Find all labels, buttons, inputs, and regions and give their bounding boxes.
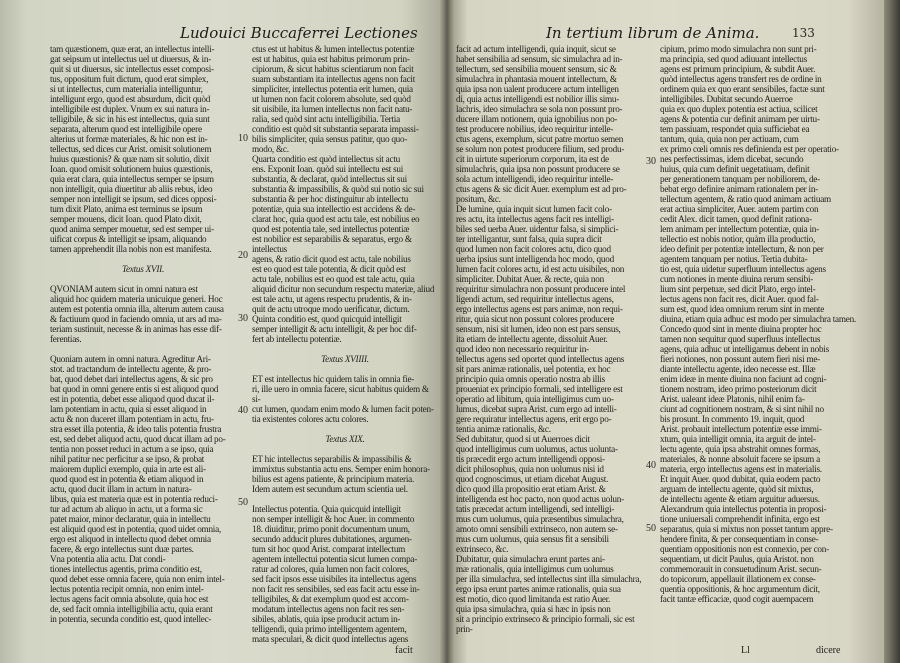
text-line: substantia & per hoc distinguitur ab intellectu: [252, 194, 409, 204]
text-line: tellectio est nobis notior, quàm illa productio,: [660, 234, 816, 244]
text-line: nihil patitur nec perficitur a se ipso, & probat: [50, 454, 205, 464]
text-line: est nobilior est separabilis & separatus, ergo & intellectus: [252, 234, 412, 254]
text-line: extrinseco, &c.: [456, 544, 509, 554]
text-line: amoto omni sensibili extrinseco, non autem se-: [456, 524, 618, 534]
text-line: quia ex quo duplex potentia est actiua, scilicet: [660, 104, 818, 114]
text-line: materiales, & nonne absoluit facere se ipsum a: [660, 454, 820, 464]
text-line: cipium, primo modo simulachra non sunt pri-: [660, 44, 817, 54]
text-line: [252, 344, 438, 354]
text-line: tis præcedit ergo actum intelligendi opposi-: [456, 454, 605, 464]
text-line: sit uisibile, ita lumen intellectus non facit natu-: [252, 104, 413, 114]
text-line: suam substantiam ita intellectus agens non facit: [252, 74, 416, 84]
text-line: Quoniam autem in omni natura. Agreditur Ari-: [50, 354, 211, 364]
text-line: ma principia, sed quod adiuuant intellectus: [660, 54, 807, 64]
text-line: tamen non sequitur quod superfluus intellectus: [660, 334, 821, 344]
text-line: quit de actu utroque modo uerificatur, dictum.: [252, 304, 410, 314]
text-line: fieri notiones, non possunt autem fieri nisi me-: [660, 354, 820, 364]
text-line: quod anima semper mouetur, sed est semper ui-: [50, 224, 214, 234]
text-line: secundo adducit plures dubitationes, argumen-: [252, 534, 412, 544]
text-line: quia ipsa non ualent producere actum intelligen: [456, 84, 619, 94]
right-page: [446, 0, 884, 663]
text-line: tum sit hoc quod Arist. comparat intellectum: [252, 544, 406, 554]
text-line: lachris, ideo simulachra se sola non possunt pro-: [456, 104, 623, 114]
text-line: quentia oppositionis, & hoc argumentum dicit,: [660, 584, 820, 594]
text-line: sequentiam, ut dicit Paulus, quia Aristot. non: [660, 554, 814, 564]
text-line: tione uniuersali comprehendit infinita, ergo est: [660, 514, 820, 524]
text-line: quòd intellectus agens transfert res de ordine in: [660, 74, 822, 84]
text-line: ex primo cœli omnis res definienda est per operatio-: [660, 144, 839, 154]
text-line: maiorem duplici exemplo, quia in arte est ali-: [50, 464, 206, 474]
signature-mark: Ll: [741, 645, 750, 656]
text-line: est aliquid quod est in potentia, quod uidet omnia,: [50, 524, 221, 534]
page-edge: [884, 0, 900, 663]
left-page: [0, 0, 446, 663]
text-column-left: [456, 44, 644, 634]
text-line: mus cum uolumus, quia sensus fit a sensibili: [456, 534, 609, 544]
text-line: sit a principio extrinseco & principio formali, sic est prin-: [456, 614, 635, 634]
text-line: ralia, sed quòd sint actu intelligibilia. Tertia: [252, 114, 400, 124]
text-line: stra esset illa potentia, & ideo talis potentia frustra: [50, 424, 222, 434]
text-line: cut lumen, quodam enim modo & lumen facit poten-: [252, 404, 434, 414]
text-line: intelligibile est duplex. Vnum ex sui natura in-: [50, 104, 210, 114]
text-line: agens, & ratio dicit quod est actu, tale nobilius: [252, 254, 411, 264]
text-line: lium sint perpetuæ, sed dicit Plato, ergo intel-: [660, 284, 816, 294]
running-head: In tertium librum de Anima.: [546, 24, 760, 42]
text-line: intelligunt ergo, quod est absurdum, dicit quòd: [50, 94, 211, 104]
text-line: modo, &c.: [252, 144, 289, 154]
text-line: [252, 444, 438, 454]
text-line: mæ rationalis, quia intelligimus cum uolumus: [456, 564, 614, 574]
text-line: res actu, ita intellectus agens facit res intelligi-: [456, 214, 614, 224]
text-line: modatum intellectus agens non facit res sen-: [252, 604, 405, 614]
text-line: quod ideo non necessario requiritur in-: [456, 344, 589, 354]
text-line: Idem autem est secundum actum scientia uel.: [252, 484, 408, 494]
book-spine: [440, 0, 454, 663]
text-line: enim ideæ in mente diuina non faciunt ad cogni-: [660, 374, 827, 384]
text-line: tionem nostram, ideo primo posteriorum dicit: [660, 384, 817, 394]
line-number: 50: [238, 497, 248, 508]
text-line: nes perfectissimas, idem dicebat, secundo: [660, 154, 804, 164]
line-number: 40: [238, 405, 248, 416]
text-line: quod intelligimus cum uolumus, actus uolunta-: [456, 444, 618, 454]
text-line: substantia, & declarat, quòd intellectus sit sui: [252, 174, 407, 184]
section-heading: Textus XVIIII.: [321, 354, 369, 364]
text-line: non facit res sensibiles, sed eas facit actu esse in-: [252, 584, 420, 594]
line-number: 30: [646, 156, 656, 167]
text-line: Arist. probauit intellectum potentiæ esse immi-: [660, 424, 822, 434]
text-line: facit tantæ efficaciæ, quod cogit auempacem: [660, 594, 814, 604]
text-line: separatus, quia si mixtus non posset tantum appre-: [660, 524, 833, 534]
text-line: agentem intellectui potentia sicut lumen compa-: [252, 554, 418, 564]
text-line: simulachris, quia ipsa non possunt producere se: [456, 164, 620, 174]
text-line: actu, quod ducit illam in actum in natura-: [50, 484, 192, 494]
text-line: immixtus substantia actu ens. Semper enim honora-: [252, 464, 430, 474]
text-line: gere requiratur intellectus agens, erit ergo po-: [456, 414, 612, 424]
text-line: tatis præcedat actum intelligendi, sed intelligi-: [456, 504, 615, 514]
text-line: uerba ipsius sunt intelligenda hoc modo, quod: [456, 254, 614, 264]
text-line: sit pars animæ rationalis, uel potentia, ex hoc: [456, 364, 611, 374]
text-line: Dubitatur, quia simulachra erunt partes ani-: [456, 554, 605, 564]
text-line: est, sed debet aliquod actu, quod ducat illam ad po-: [50, 434, 226, 444]
text-line: tum dixit Plato, anima est terminus se ipsum: [50, 204, 203, 214]
text-line: Arist. ualeant ideæ Platonis, nihil enim fa-: [660, 394, 805, 404]
text-line: bilis simpliciter, quia sensus patitur, quo quo-: [252, 134, 408, 144]
text-line: mus cum uolumus, quia præsentibus simulachra,: [456, 514, 624, 524]
text-line: ritur, quia sicut non possunt colores producere: [456, 314, 615, 324]
text-line: simulachra in phantasia mouent intellectum, &: [456, 74, 617, 84]
text-line: tiones intellectus agentis, prima conditio est,: [50, 564, 202, 574]
text-line: tamen apprehendit illa nobis non est manifesta.: [50, 244, 212, 254]
text-line: simpliciter. Dubitat Auer. & recte, quia non: [456, 274, 604, 284]
text-line: simpliciter, intellectus potentia erit lumen, quia: [252, 84, 413, 94]
text-line: commemorauit in consuetudinum Arist. secun-: [660, 564, 822, 574]
text-column-right: [252, 44, 438, 644]
text-line: si ut intellectus, cum materialia intelliguntur,: [50, 84, 203, 94]
text-line: Ioan. quod omisit solutionem huius quæstionis,: [50, 164, 213, 174]
text-line: arguam de intellectu agente, quòd sit mixtus,: [660, 484, 814, 494]
text-line: semper intelligit & actu intelligit, & per hoc dif-: [252, 324, 417, 334]
text-line: in potentia, secunda conditio est, quod intellec-: [50, 614, 212, 624]
text-line: teriam sustinuit, necesse & in animas has esse dif-: [50, 324, 222, 334]
text-line: ergo intellectus agens est pars animæ, non requi-: [456, 304, 623, 314]
text-line: proueniat ex principio formali, sed intelligere est: [456, 384, 623, 394]
text-line: clarat hoc, quia quod est actu tale, est nobilius eo: [252, 214, 420, 224]
line-number: 50: [646, 523, 656, 534]
line-number: 20: [238, 250, 248, 261]
text-line: gat seipsum ut intellectus uel ut diuersus, & in-: [50, 54, 212, 64]
text-line: semper mouens, dicit Ioan. quod Plato dixit,: [50, 214, 202, 224]
text-line: Intellectus potentia. Quia quicquid intelligit: [252, 504, 401, 514]
text-line: ergo est aliquod in intellectu quod debet omnia: [50, 534, 211, 544]
text-line: fert ab intellectu potentiæ.: [252, 334, 342, 344]
text-line: bat, quod debet dari intellectus agens, & sic pro: [50, 374, 213, 384]
text-line: lumen facit colores actu, id est actu uisibiles, non: [456, 264, 625, 274]
line-number: 40: [646, 460, 656, 471]
text-line: bis prosunt. In commento 19. inquit, quod: [660, 414, 805, 424]
text-column-left: [50, 44, 236, 624]
text-line: ter intelligantur, sunt falsa, quia supra dicit: [456, 234, 602, 244]
text-line: ens. Exponit Ioan. quòd sui intellectu est sui: [252, 164, 404, 174]
text-line: habet sensibilia ad sensum, sic simulachra ad in-: [456, 54, 623, 64]
text-line: [252, 364, 438, 374]
text-line: quod debet esse omnia facere, quia non enim intel-: [50, 574, 225, 584]
section-heading: Textus XIX.: [325, 434, 365, 444]
text-line: ferentias.: [50, 334, 82, 344]
text-line: QVONIAM autem sicut in omni natura est: [50, 284, 198, 294]
text-line: tia existentes colores actu colores.: [252, 414, 369, 424]
text-line: non intelligit, quia diuertitur ab aliis rebus, ideo: [50, 184, 213, 194]
text-line: tentia non posset reduci in actum a se ipso, quia: [50, 444, 214, 454]
text-line: ergo ipsa erunt partes animæ rationalis, quia sua: [456, 584, 621, 594]
text-line: tus, oppositum fuit dictum, quod erat simplex,: [50, 74, 209, 84]
text-line: aliquid dicitur non secundum respectu materiæ, aliud: [252, 284, 435, 294]
text-line: conditio est quòd sit substantia separata impassi-: [252, 124, 419, 134]
text-line: cit in uirtute superiorum corporum, ita est de: [456, 154, 609, 164]
text-line: tem passiuam, respondet quia sufficiebat ea: [660, 124, 810, 134]
text-line: De lumine, quia inquit sicut lumen facit colo-: [456, 204, 612, 214]
running-head: Ludouici Buccaferrei Lectiones: [180, 24, 418, 42]
text-line: intelligenda est hoc pacto, non quod actus uolun-: [456, 494, 624, 504]
text-line: actu tale, nobilius est eo quod est tale actu, quia: [252, 274, 415, 284]
text-line: ducere illam notionem, quia ignobilius non po-: [456, 114, 618, 124]
text-line: facere, & ergo intellectus sunt duæ partes.: [50, 544, 194, 554]
text-line: mata speculari, & dicit quod intellectus agens: [252, 634, 409, 644]
text-line: quod est potentia tale, sed intellectus potentiæ: [252, 224, 410, 234]
text-line: alterius ut formæ materiales, & hic non est in-: [50, 134, 208, 144]
text-line: agentem tanquam per notius. Tertia dubita-: [660, 254, 808, 264]
text-line: [50, 254, 236, 264]
text-line: telligendi, quia primo intelligentem agentem,: [252, 624, 407, 634]
text-line: principio quia omnis operatio nostra ab illis: [456, 374, 605, 384]
text-line: quia ipsa simulachra, quia si hæc in ipsis non: [456, 604, 611, 614]
text-line: lectus agens non facit res, dicit Auer. quod fal-: [660, 294, 819, 304]
text-line: sum est, quod idea omnium rerum sint in mente: [660, 304, 825, 314]
text-line: quit si ut diuersus, sic intellectus esset composi-: [50, 64, 214, 74]
text-line: ratur ad colores, quia lumen non facit colores,: [252, 564, 409, 574]
text-line: huius quæstionis? & quæ nam sit solutio, dixit: [50, 154, 209, 164]
text-line: ideo definit per potentiæ intellectum, & non per: [660, 244, 824, 254]
text-line: quia erat clara, quia intellectus semper se ipsum: [50, 174, 214, 184]
text-line: 18. diuiditur, primo ponit documentum unum,: [252, 524, 410, 534]
text-line: [50, 274, 236, 284]
text-line: requiritur simulachra non possunt producere intel: [456, 284, 626, 294]
text-line: Et inquit Auer. quod dubitat, quia eodem pacto: [660, 474, 821, 484]
text-line: [50, 344, 236, 354]
text-line: de, sed facit omnia intelligibilia actu, quia erant: [50, 604, 213, 614]
text-line: potentiæ, quia sua intellectio est accidens & de-: [252, 204, 416, 214]
line-number: 10: [238, 133, 248, 144]
text-line: cipiorum, & sicut habitus scientiarum non facit: [252, 64, 414, 74]
text-line: lem animam per intellectum potentiæ, quia in-: [660, 224, 819, 234]
text-line: lectu agente, quia ipsa abstrahit omnes formas,: [660, 444, 821, 454]
text-line: Quarta conditio est quòd intellectus sit actu: [252, 154, 400, 164]
text-line: Sed dubitatur, quod si ut Auerroes dicit: [456, 434, 590, 444]
text-line: separata, alterum quod est intelligibile opere: [50, 124, 202, 134]
text-line: diante intellectu agente, ideo necesse est. Illæ: [660, 364, 816, 374]
text-line: agens est primum principium, & subdit Auer.: [660, 64, 816, 74]
text-line: quentiam oppositionis non est connexio, per con-: [660, 544, 829, 554]
text-line: ET est intellectus hic quidem talis in omnia fie-: [252, 374, 415, 384]
text-line: ligendi actum, sed requiritur intellectus agens,: [456, 294, 614, 304]
text-line: bat quod in omni genere entis si est aliquod quod: [50, 384, 219, 394]
text-line: lectus agens facit omnia absolute, quia hoc est: [50, 594, 209, 604]
text-line: erat actiua simpliciter, Auer. autem partim con: [660, 204, 819, 214]
text-line: patet maior, minor declaratur, quia in intellectu: [50, 514, 211, 524]
text-line: [252, 424, 438, 434]
text-line: telligibiles, & dat exemplum quod est accom-: [252, 594, 409, 604]
text-line: est motio, dico quod limitanda est ratio Auer.: [456, 594, 611, 604]
text-line: biles sed uerba Auer. uidentur falsa, si simplici-: [456, 224, 619, 234]
text-line: non semper intelligit & hoc Auer. in commento: [252, 514, 415, 524]
text-line: ordinem quia ex quo erant sensibiles, factæ sunt: [660, 84, 825, 94]
text-line: lam potentiam in actu, quia si esset aliquod in: [50, 404, 207, 414]
text-line: tellectum agentem, & ratio quod animam actiuam: [660, 194, 831, 204]
text-line: facit ad actum intelligendi, quia inquit, sicut se: [456, 44, 616, 54]
text-line: est ut habitus, quia est habitus primorum prin-: [252, 54, 410, 64]
text-line: autem est potentia omnia illa, alterum autem causa: [50, 304, 224, 314]
text-line: per illa simulachra, sed intellectus sint illa simulachra,: [456, 574, 642, 584]
text-line: tentia animæ rationalis, &c.: [456, 424, 551, 434]
text-line: positum, &c.: [456, 194, 501, 204]
text-line: sibiles, ablatis, quia ipse producit actum in-: [252, 614, 401, 624]
text-line: operatio ad libitum, quia intelligimus cum uo-: [456, 394, 614, 404]
text-line: bilius est agens patiente, & principium materia.: [252, 474, 415, 484]
text-line: Concedo quod sint in mente diuina propter hoc: [660, 324, 822, 334]
text-line: di, quia actus intelligendi est nobilior illis simu-: [456, 94, 620, 104]
catchword: dicere: [816, 645, 841, 656]
text-line: sed facit ipsos esse uisibiles ita intellectus agens: [252, 574, 417, 584]
text-line: tio est, quia uidetur superfluum intellectus agens: [660, 264, 826, 274]
text-line: xtum, quia intelligit omnia, ita arguit de intel-: [660, 434, 816, 444]
text-line: do topicorum, appellauit illationem ex conse-: [660, 574, 816, 584]
text-line: [252, 494, 438, 504]
text-line: sola actum intelligendi, ideo requiritur intelle-: [456, 174, 614, 184]
text-line: sensum, nisi sit lumen, ideo non est pars sensus,: [456, 324, 621, 334]
text-line: uificat corpus & intelligit se ipsam, aliquando: [50, 234, 207, 244]
text-line: ctus agens & sic dicit Auer. exemplum est ad pro-: [456, 184, 627, 194]
text-line: quod lumen non facit colores actu, dico quod: [456, 244, 611, 254]
text-line: bebat ergo definire animam rationalem per in-: [660, 184, 818, 194]
text-line: intelligibiles. Dubitat secundo Auerroe: [660, 94, 793, 104]
section-heading: Textus XVII.: [121, 264, 165, 274]
line-number: 30: [238, 313, 248, 324]
text-line: ciunt ad cognitionem nostram, & si sint nihil no: [660, 404, 824, 414]
text-line: test producere nobilius, ideo requiritur intelle-: [456, 124, 614, 134]
text-line: huius, quia cum definit uegetatiuam, definit: [660, 164, 810, 174]
text-line: cedit Alex. dicit tamen, quod definit rationa-: [660, 214, 812, 224]
text-line: de intellectu agente & etiam arguitur aduersus.: [660, 494, 820, 504]
text-line: materia, ergo intellectus agens est in materialis.: [660, 464, 822, 474]
text-line: quod quod est in potentia & etiam aliquod in: [50, 474, 204, 484]
text-line: tam quæstionem, quæ erat, an intellectus intelli-: [50, 44, 215, 54]
text-line: lectus potentia recipit omnia, non enim intel-: [50, 584, 204, 594]
text-line: tellectus, sed dices cur Arist. omisit solutionem: [50, 144, 212, 154]
text-line: Alexandrum quia intellectus potentia in proposi-: [660, 504, 827, 514]
text-line: agens & potentia cur definit animam per uirtu-: [660, 114, 820, 124]
text-line: ut lumen non facit colorem absolute, sed quòd: [252, 94, 411, 104]
text-line: aliquid hoc quidem materia unicuique generi. Hoc: [50, 294, 223, 304]
text-line: dicit philosophus, quia non uolumus nisi id: [456, 464, 604, 474]
text-line: est tale actu, ut agens respectu prudentis, & in-: [252, 294, 412, 304]
text-line: Quinta conditio est, quod quicquid intelligit: [252, 314, 402, 324]
text-line: ctus est ut habitus & lumen intellectus potentiæ: [252, 44, 415, 54]
text-line: agens, quia adhuc ut intelligamus debent in nobis: [660, 344, 829, 354]
text-line: ita etiam de intellectu agente, dissoluit Auer.: [456, 334, 608, 344]
text-line: ctus agens, exemplum, sicut patre mortuo semen: [456, 134, 624, 144]
text-line: tellectum, sed sensibilia mouent sensum, sic &: [456, 64, 617, 74]
text-line: telligibile, & sic in his est intellectus, quia sunt: [50, 114, 210, 124]
text-line: quod cognoscimus, ut etiam dicebat August.: [456, 474, 609, 484]
text-line: libus, quia est materia quæ est in potentia reduci-: [50, 494, 218, 504]
catchword: facit: [395, 645, 413, 656]
text-line: Vna potentia alia actu. Dat condi-: [50, 554, 166, 564]
text-line: hendere finita, & per consequentiam in conse-: [660, 534, 819, 544]
text-column-right: [660, 44, 860, 604]
text-line: tantum, quia, quia non per actiuam, cum: [660, 134, 799, 144]
text-line: cum notiones in mente diuina rerum sensibi-: [660, 274, 814, 284]
text-line: est eo quod est tale potentia, & dicit quòd est: [252, 264, 406, 274]
text-line: per generationem tanquam per nobiliorem, de-: [660, 174, 820, 184]
text-line: actu & non duceret illam potentiam in actu, fru-: [50, 414, 214, 424]
text-line: tur ad actum ab aliquo in actu, ut a forma sic: [50, 504, 203, 514]
text-line: dico quod illa propositio erat etiam Arist. &: [456, 484, 606, 494]
text-line: ET hic intellectus separabilis & impassibilis &: [252, 454, 412, 464]
text-line: se solum non potest producere filium, sed produ-: [456, 144, 625, 154]
text-line: lumus, dicebat supra Arist. cum ergo ad intelli-: [456, 404, 617, 414]
text-line: ri, ille uero in omnia facere, sicut habitus quidem & si-: [252, 384, 429, 404]
text-line: semper non intelligit se ipsum, sed dices opposi-: [50, 194, 217, 204]
text-line: est in potentia, debet esse aliquod quod ducat il-: [50, 394, 215, 404]
text-line: & factiuum quod in faciendo omnia, ut ars ad ma-: [50, 314, 222, 324]
text-line: tellectus agens sed oportet quod intellectus agens: [456, 354, 625, 364]
text-line: diuina, etiam quia adhuc est modo per simulachra tamen.: [660, 314, 856, 324]
page-number: 133: [792, 26, 815, 40]
text-line: substantia & impassibilis, & quòd sui notio sic sui: [252, 184, 424, 194]
text-line: stot. ad tractandum de intellectu agente, & pro-: [50, 364, 212, 374]
